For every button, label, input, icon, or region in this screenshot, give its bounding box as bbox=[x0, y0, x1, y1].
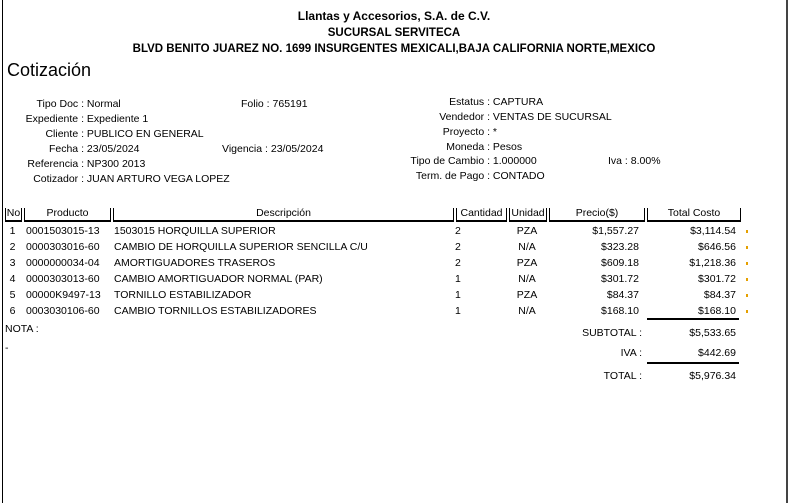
row-descripcion: CAMBIO DE HORQUILLA SUPERIOR SENCILLA C/U bbox=[114, 241, 368, 253]
row-producto: 00000K9497-13 bbox=[26, 289, 101, 301]
total-label: TOTAL : bbox=[603, 370, 642, 382]
field-term-pago: Term. de Pago : CONTADO bbox=[415, 170, 545, 182]
field-cliente: Cliente : PUBLICO EN GENERAL bbox=[45, 128, 204, 140]
field-tipo-doc: Tipo Doc : Normal bbox=[36, 98, 121, 110]
subtotal-label: SUBTOTAL : bbox=[582, 327, 642, 339]
row-cantidad: 1 bbox=[455, 289, 461, 301]
subtotal-value: $5,533.65 bbox=[689, 327, 736, 339]
row-marker bbox=[746, 262, 748, 265]
col-header-precio: Precio($) bbox=[549, 208, 645, 222]
notes-value: - bbox=[5, 342, 9, 354]
subtotal-divider bbox=[647, 318, 739, 320]
table-row bbox=[0, 257, 788, 273]
field-expediente: Expediente : Expediente 1 bbox=[25, 113, 149, 125]
row-marker bbox=[746, 294, 748, 297]
row-descripcion: AMORTIGUADORES TRASEROS bbox=[114, 257, 276, 269]
row-marker bbox=[746, 230, 748, 233]
row-unidad: N/A bbox=[518, 305, 536, 317]
row-unidad: PZA bbox=[516, 225, 538, 237]
row-no: 6 bbox=[9, 305, 16, 317]
row-no: 5 bbox=[9, 289, 16, 301]
field-fecha: Fecha : 23/05/2024 bbox=[48, 143, 140, 155]
row-precio: $1,557.27 bbox=[592, 225, 639, 237]
row-no: 1 bbox=[9, 225, 16, 237]
col-header-cantidad: Cantidad bbox=[456, 208, 507, 222]
row-total: $3,114.54 bbox=[690, 225, 736, 237]
row-producto: 0000303016-60 bbox=[26, 241, 100, 253]
field-proyecto: Proyecto : * bbox=[442, 126, 498, 138]
col-header-total: Total Costo bbox=[647, 208, 741, 222]
row-precio: $301.72 bbox=[601, 273, 639, 285]
row-cantidad: 1 bbox=[455, 273, 461, 285]
field-iva-rate: Iva : 8.00% bbox=[608, 155, 661, 167]
col-header-descripcion: Descripción bbox=[113, 208, 454, 222]
table-row bbox=[0, 225, 788, 241]
row-total: $1,218.36 bbox=[689, 257, 736, 269]
row-total: $168.10 bbox=[698, 305, 736, 317]
iva-value: $442.69 bbox=[698, 347, 736, 359]
row-no: 2 bbox=[9, 241, 16, 253]
row-descripcion: CAMBIO TORNILLOS ESTABILIZADORES bbox=[114, 305, 317, 317]
row-total: $301.72 bbox=[698, 273, 736, 285]
row-unidad: N/A bbox=[518, 273, 536, 285]
row-producto: 0000000034-04 bbox=[26, 257, 100, 269]
field-cotizador: Cotizador : JUAN ARTURO VEGA LOPEZ bbox=[33, 173, 230, 185]
row-no: 4 bbox=[9, 273, 16, 285]
row-unidad: PZA bbox=[516, 289, 538, 301]
row-precio: $609.18 bbox=[601, 257, 639, 269]
row-cantidad: 1 bbox=[455, 305, 461, 317]
field-folio: Folio : 765191 bbox=[241, 98, 308, 110]
row-unidad: PZA bbox=[516, 257, 538, 269]
row-cantidad: 2 bbox=[455, 241, 461, 253]
row-no: 3 bbox=[9, 257, 16, 269]
row-producto: 0003030106-60 bbox=[26, 305, 100, 317]
row-precio: $84.37 bbox=[606, 289, 639, 301]
field-tipo-cambio: Tipo de Cambio : 1.000000 bbox=[410, 155, 537, 167]
row-precio: $323.28 bbox=[601, 241, 639, 253]
row-total: $84.37 bbox=[703, 289, 736, 301]
row-producto: 0000303013-60 bbox=[26, 273, 100, 285]
field-vendedor: Vendedor : VENTAS DE SUCURSAL bbox=[439, 111, 612, 123]
field-estatus: Estatus : CAPTURA bbox=[449, 96, 544, 108]
notes-label: NOTA : bbox=[5, 323, 39, 335]
col-header-producto: Producto bbox=[24, 208, 111, 222]
row-cantidad: 2 bbox=[455, 257, 461, 269]
total-value: $5,976.34 bbox=[689, 370, 736, 382]
field-moneda: Moneda : Pesos bbox=[446, 141, 523, 153]
total-divider bbox=[647, 362, 739, 364]
row-producto: 0001503015-13 bbox=[26, 225, 100, 237]
table-row bbox=[0, 273, 788, 289]
row-marker bbox=[746, 310, 748, 313]
table-row bbox=[0, 289, 788, 305]
row-descripcion: 1503015 HORQUILLA SUPERIOR bbox=[114, 225, 276, 237]
col-header-no: No bbox=[5, 208, 22, 222]
iva-label: IVA : bbox=[620, 347, 642, 359]
row-cantidad: 2 bbox=[455, 225, 461, 237]
row-unidad: N/A bbox=[518, 241, 536, 253]
table-row bbox=[0, 241, 788, 257]
row-marker bbox=[746, 278, 748, 281]
row-total: $646.56 bbox=[698, 241, 736, 253]
row-marker bbox=[746, 246, 748, 249]
branch-name: SUCURSAL SERVITECA bbox=[327, 27, 461, 39]
document-title: Cotización bbox=[7, 60, 92, 80]
field-referencia: Referencia : NP300 2013 bbox=[27, 158, 146, 170]
col-header-unidad: Unidad bbox=[509, 208, 547, 222]
field-vigencia: Vigencia : 23/05/2024 bbox=[222, 143, 324, 155]
row-descripcion: CAMBIO AMORTIGUADOR NORMAL (PAR) bbox=[114, 273, 323, 285]
row-precio: $168.10 bbox=[601, 305, 639, 317]
row-descripcion: TORNILLO ESTABILIZADOR bbox=[114, 289, 252, 301]
company-name: Llantas y Accesorios, S.A. de C.V. bbox=[297, 9, 491, 23]
company-address: BLVD BENITO JUAREZ NO. 1699 INSURGENTES MEXICALI,BAJA CALIFORNIA NORTE,MEXICO bbox=[132, 43, 656, 55]
